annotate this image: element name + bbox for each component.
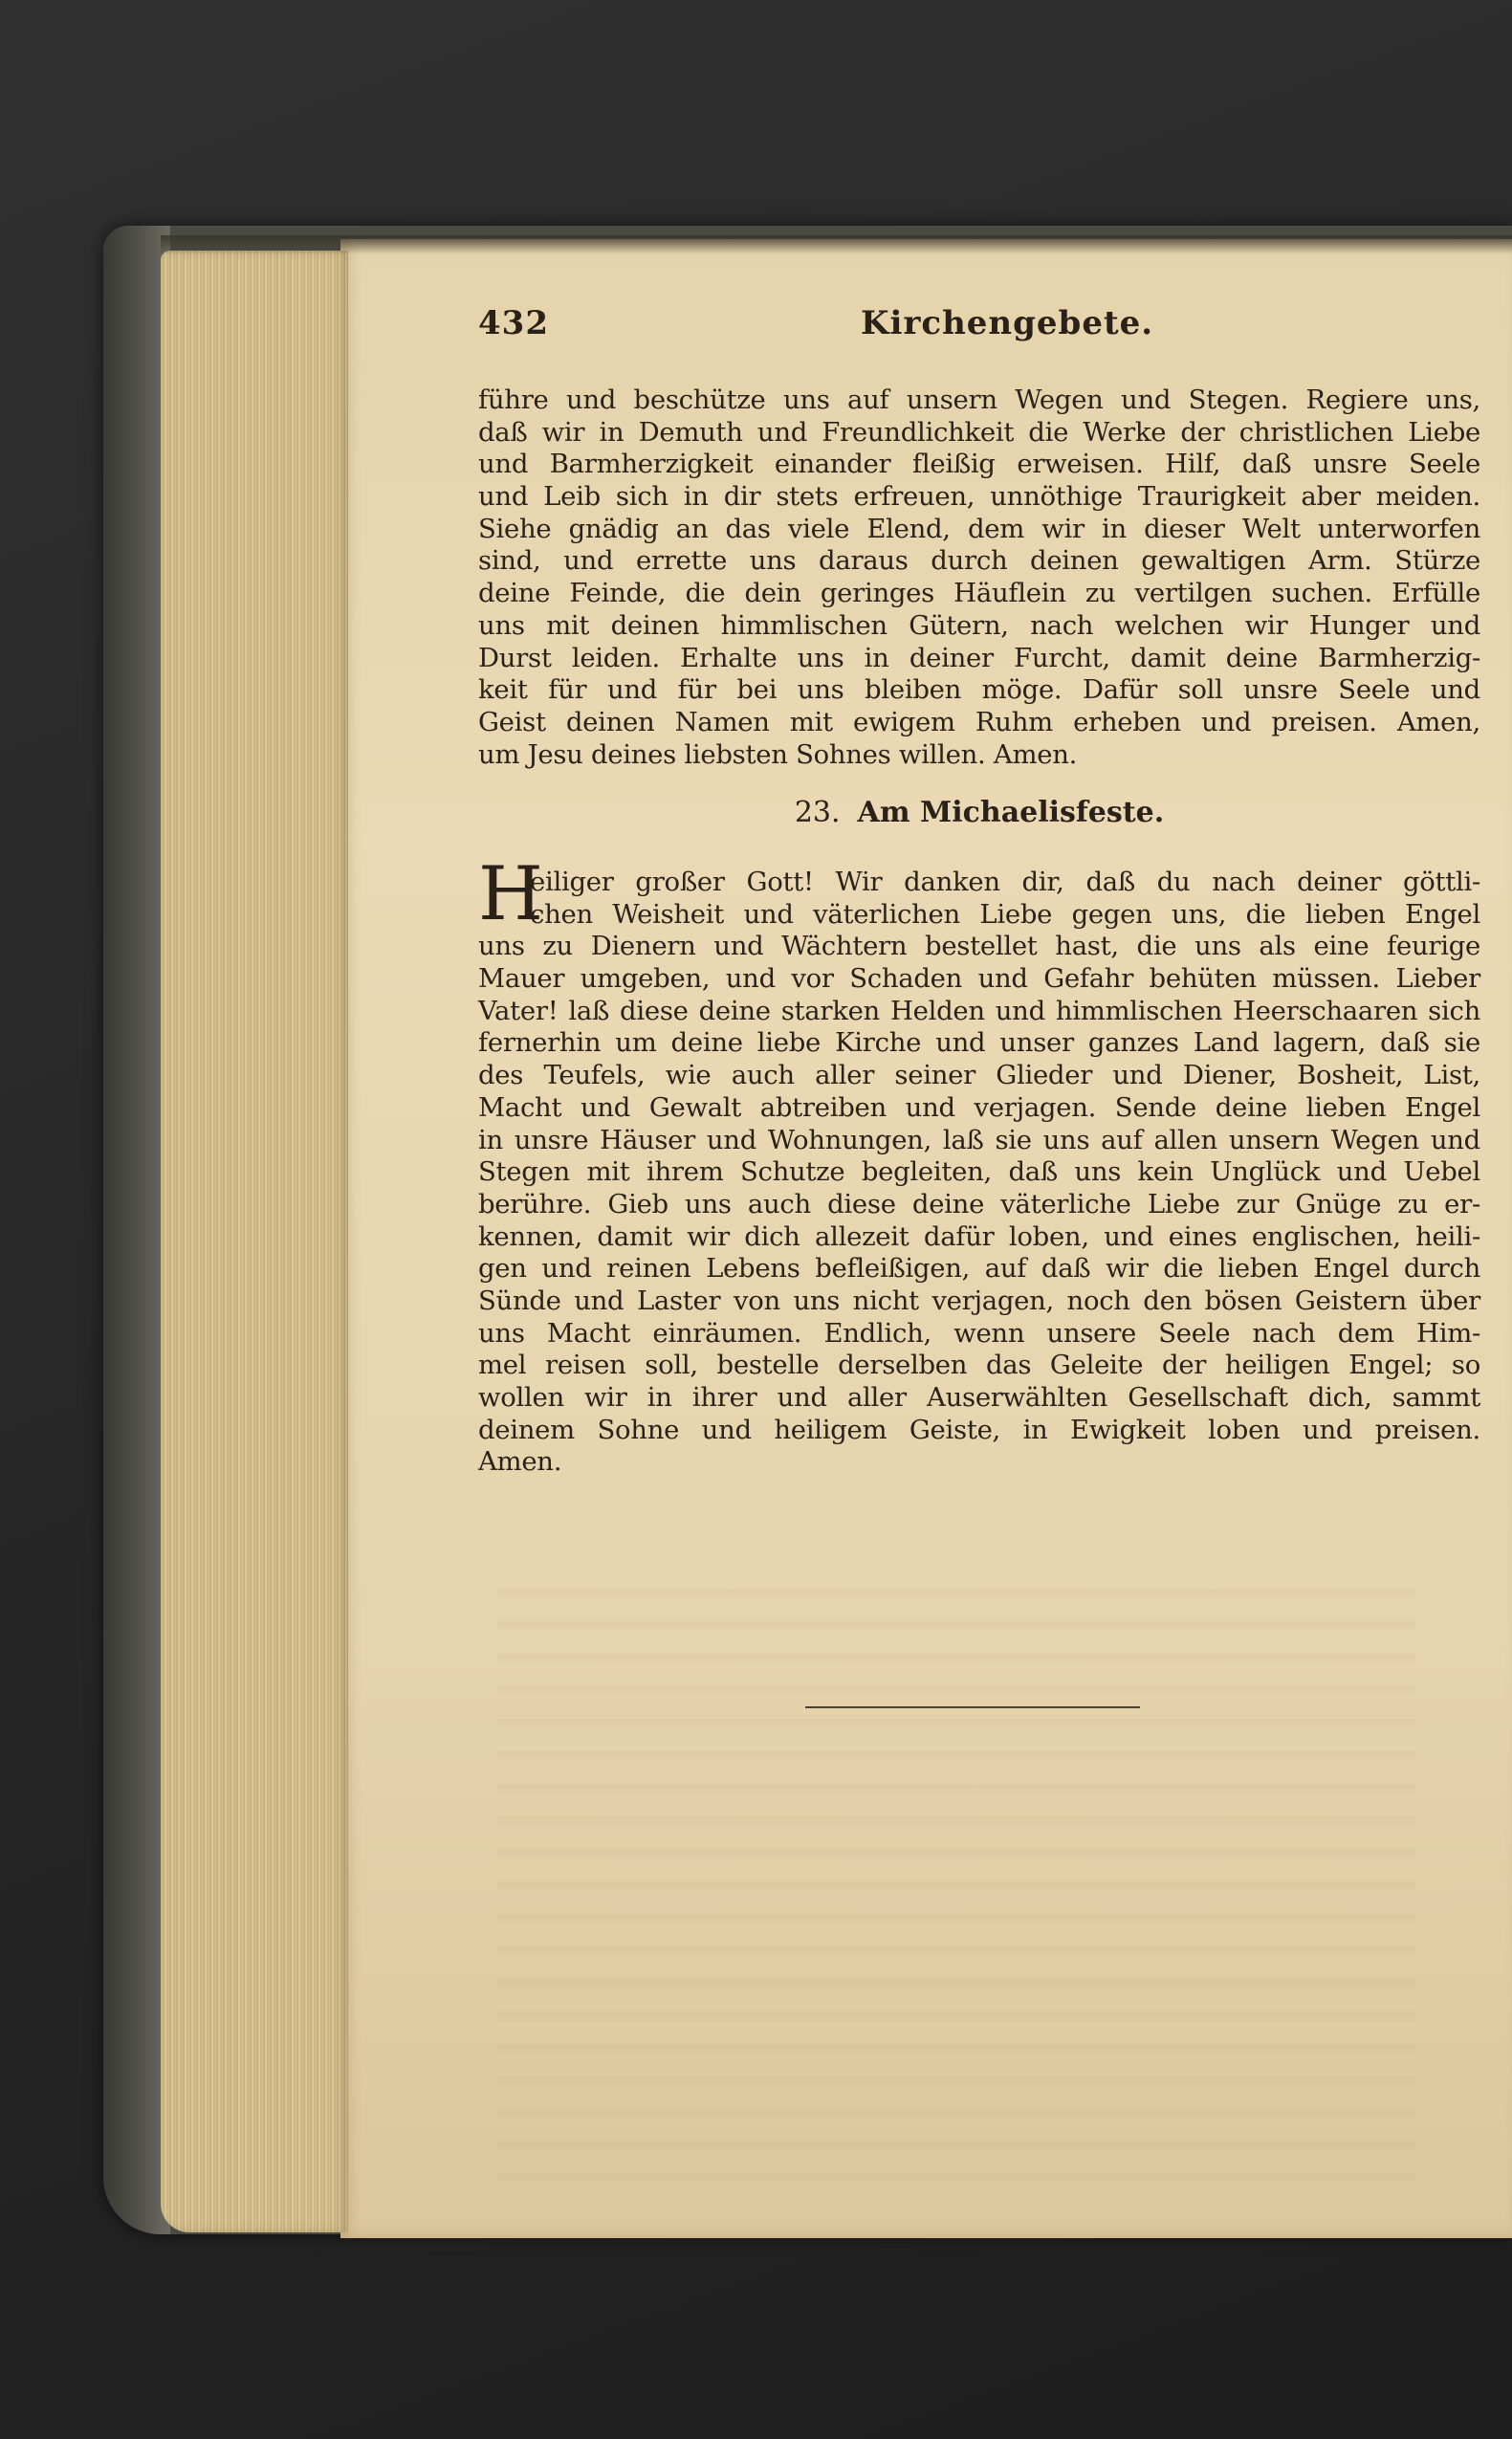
- text-line: Siehe gnädig an das viele Elend, dem wir in dieser Welt unterworfen: [478, 513, 1480, 544]
- text-line: gen und reinen Lebens befleißigen, auf daß wir die lieben Engel durch: [478, 1253, 1480, 1285]
- text-line: des Teufels, wie auch aller seiner Glieder und Diener, Bosheit, List,: [478, 1060, 1480, 1091]
- section-number: 23.: [794, 796, 841, 829]
- text-line: chen Weisheit und väterlichen Liebe gegen uns, die lieben Engel: [530, 898, 1480, 930]
- text-line: Mauer umgeben, und vor Schaden und Gefahr behüten müssen. Lieber: [478, 963, 1480, 995]
- end-rule: [805, 1706, 1140, 1708]
- text-line: Sünde und Laster von uns nicht verjagen, noch den bösen Geistern über: [478, 1285, 1480, 1316]
- text-line: führe und beschütze uns auf unsern Wegen und Stegen. Regiere uns,: [478, 385, 1480, 415]
- text-line: berühre. Gieb uns auch diese deine väterliche Liebe zur Gnüge zu er-: [478, 1188, 1480, 1220]
- page-header: [478, 304, 1473, 354]
- text-line: sind, und errette uns daraus durch deinen gewaltigen Arm. Stürze: [478, 545, 1480, 577]
- text-line: Macht und Gewalt abtreiben und verjagen. Sende deine lieben Engel: [478, 1091, 1480, 1123]
- text-line: und Leib sich in dir stets erfreuen, unnöthige Traurigkeit aber meiden.: [478, 481, 1480, 513]
- text-line: deinem Sohne und heiligem Geiste, in Ewigkeit loben und preisen.: [478, 1414, 1480, 1445]
- text-line: uns zu Dienern und Wächtern bestellet hast, die uns als eine feurige: [478, 931, 1480, 962]
- page-top-shadow: [161, 235, 1512, 254]
- text-line: kennen, damit wir dich allezeit dafür loben, und eines englischen, heili-: [478, 1220, 1480, 1252]
- text-line: daß wir in Demuth und Freundlichkeit die Werke der christlichen Liebe: [478, 416, 1480, 448]
- text-line: mel reisen soll, bestelle derselben das Geleite der heiligen Engel; so: [478, 1350, 1480, 1381]
- text-line: um Jesu deines liebsten Sohnes willen. Amen.: [478, 738, 1078, 770]
- section-title: Am Michaelisfeste.: [857, 796, 1165, 829]
- section-heading: [478, 796, 1480, 829]
- prayer-paragraph-1: [478, 385, 1480, 771]
- text-line: uns Macht einräumen. Endlich, wenn unsere Seele nach dem Him-: [478, 1317, 1480, 1349]
- page-block-edges: [161, 251, 348, 2232]
- running-head: Kirchengebete.: [861, 304, 1154, 342]
- text-line: deine Feinde, die dein geringes Häuflein zu vertilgen suchen. Erfülle: [478, 578, 1480, 609]
- text-line: Vater! laß diese deine starken Helden und himmlischen Heerschaaren sich: [478, 995, 1480, 1026]
- drop-cap: H: [478, 851, 544, 937]
- text-line: wollen wir in ihrer und aller Auserwählten Gesellschaft dich, sammt: [478, 1382, 1480, 1413]
- text-line: in unsre Häuser und Wohnungen, laß sie uns auf allen unsern Wegen und: [478, 1124, 1480, 1155]
- text-line: keit für und für bei uns bleiben möge. Dafür soll unsre Seele und: [478, 674, 1480, 706]
- page-number: 432: [478, 304, 549, 342]
- text-line: Stegen mit ihrem Schutze begleiten, daß uns kein Unglück und Uebel: [478, 1156, 1480, 1188]
- text-line: Geist deinen Namen mit ewigem Ruhm erheben und preisen. Amen,: [478, 706, 1480, 737]
- prayer-paragraph-2: [478, 867, 1480, 1479]
- text-line: fernerhin um deine liebe Kirche und unser ganzes Land lagern, daß sie: [478, 1027, 1480, 1059]
- text-line: und Barmherzigkeit einander fleißig erweisen. Hilf, daß unsre Seele: [478, 449, 1480, 480]
- text-line: Amen.: [478, 1446, 562, 1478]
- bleed-through-texture: [497, 1569, 1415, 2181]
- text-line: Durst leiden. Erhalte uns in deiner Furcht, damit deine Barmherzig-: [478, 642, 1480, 673]
- text-line: eiliger großer Gott! Wir danken dir, daß du nach deiner göttli-: [530, 867, 1480, 897]
- text-line: uns mit deinen himmlischen Gütern, nach welchen wir Hunger und: [478, 609, 1480, 641]
